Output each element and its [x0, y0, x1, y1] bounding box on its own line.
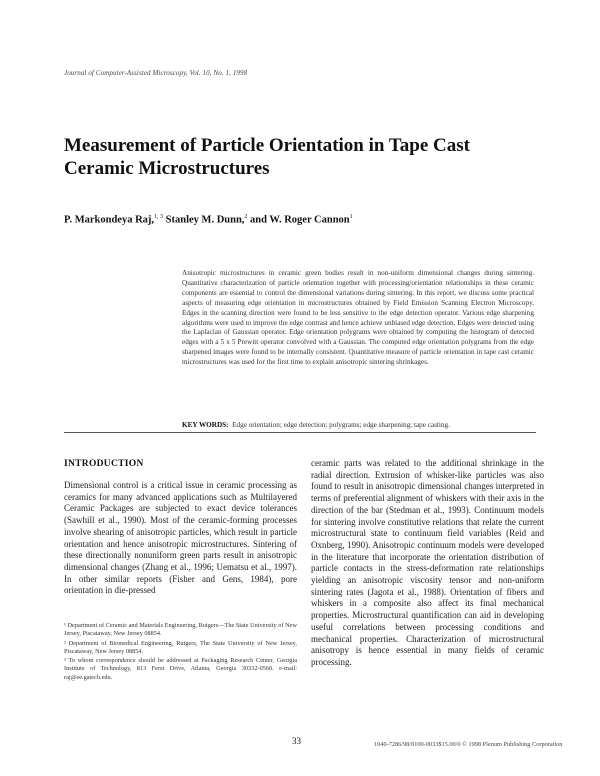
keywords-text: Edge orientation; edge detection; polygrams; edge sharpening; tape casting. — [232, 421, 450, 429]
paper-title: Measurement of Particle Orientation in Tape Cast Ceramic Microstructures — [64, 135, 470, 179]
footnotes — [64, 622, 297, 683]
footnote: ¹ Department of Ceramic and Materials Engineering, Rutgers—The State University of New Jersey, Piscataway, New Jersey 08854. — [64, 622, 297, 638]
body-column-right: ceramic parts was related to the additional shrinkage in the radial direction. Extrusion of whisker-like particles was also found to result in anisotropic dimensional changes interpreted in terms of preferential alignment of whiskers with their axis in the direction of the bar (Stedman et al., 1993). Continuum models for sintering involve constitutive relations that relate the current microstructural state to continuum field variables (Reid and Oxnberg, 1990). Anisotropic continuum models were developed in the literature that incorporate the orientation distribution of particle contacts in the stress-deformation rate relationships yielding an anisotropic viscosity tensor and non-uniform sintering rates (Jagota et al., 1988). Orientation of fibers and whiskers in a composite also affect its final mechanical properties. Microstructural quantification can aid in developing useful correlations between processing conditions and mechanical properties. Characterization of microstructural anisotropy is hence essential in many fields of ceramic processing. — [311, 458, 544, 667]
divider — [64, 432, 536, 433]
copyright-line: 1040-7286/98/0100-0033$15.00/0 © 1998 Plenum Publishing Corporation — [374, 741, 563, 748]
abstract: Anisotropic microstructures in ceramic green bodies result in non-uniform dimensional changes during sintering. Quantitative characterization of particle orientation together with processing/orientation relationships in these ceramic components are essential to control the dimensional variations during sintering. In this report, we discuss some practical aspects of measuring edge orientation in microstructures obtained by Field Emission Scanning Electron Microscopy. Edges in the scanning direction were found to be less sensitive to the edge detection operator. Various edge sharpening algorithms were used to improve the edge contrast and hence achieve unbiased edge detection. Edges were detected using the Laplacian of Gaussian operator. Edge orientation polygrams were obtained by computing the histogram of detected edges with a 5 x 5 Prewitt operator convolved with a Gaussian. The computed edge orientation polygrams from the edge sharpened images were found to be internally consistent. Quantitative measure of particle orientation in tape cast ceramic microstructures was used for the first time to explain anisotropic sintering shrinkages. — [182, 269, 534, 367]
keywords — [182, 421, 534, 431]
author-list — [64, 214, 353, 226]
footnote: ³ To whom correspondence should be addressed at Packaging Research Center, Georgia Institute of Technology, 813 Ferst Drive, Atlanta, Georgia 30332-0560. e-mail: raj@ee.gatech.edu. — [64, 657, 297, 681]
author-affiliation-mark: 1, 3 — [154, 214, 164, 220]
footnote: ² Department of Biomedical Engineering, Rutgers, The State University of New Jersey, Piscataway, New Jersey 08854. — [64, 639, 297, 655]
author-affiliation-mark: 2 — [244, 214, 248, 220]
body-column-left: Dimensional control is a critical issue in ceramic processing as ceramics for many advanced applications such as Multilayered Ceramic Packages are subjected to exact device tolerances (Sawhill et al., 1990). Most of the ceramic-forming processes involve shearing of anisotropic particles, which result in particle orientation and hence anisotropic microstructures. Sintering of these directionally nonuniform green parts result in anisotropic dimensional changes (Zhang et al., 1996; Uematsu et al., 1997). In other similar reports (Fisher and Gens, 1984), pore orientation in die-pressed — [64, 480, 297, 596]
author-name: and W. Roger Cannon — [247, 214, 350, 226]
journal-citation: Journal of Computer-Assisted Microscopy, Vol. 10, No. 1, 1998 — [64, 69, 248, 77]
keywords-label: KEY WORDS: — [182, 421, 229, 429]
section-heading: INTRODUCTION — [64, 459, 144, 469]
author-affiliation-mark: 1 — [349, 214, 353, 220]
author-name: P. Markondeya Raj, — [64, 214, 155, 226]
page-number: 33 — [292, 736, 301, 746]
author-name: Stanley M. Dunn, — [163, 214, 245, 226]
